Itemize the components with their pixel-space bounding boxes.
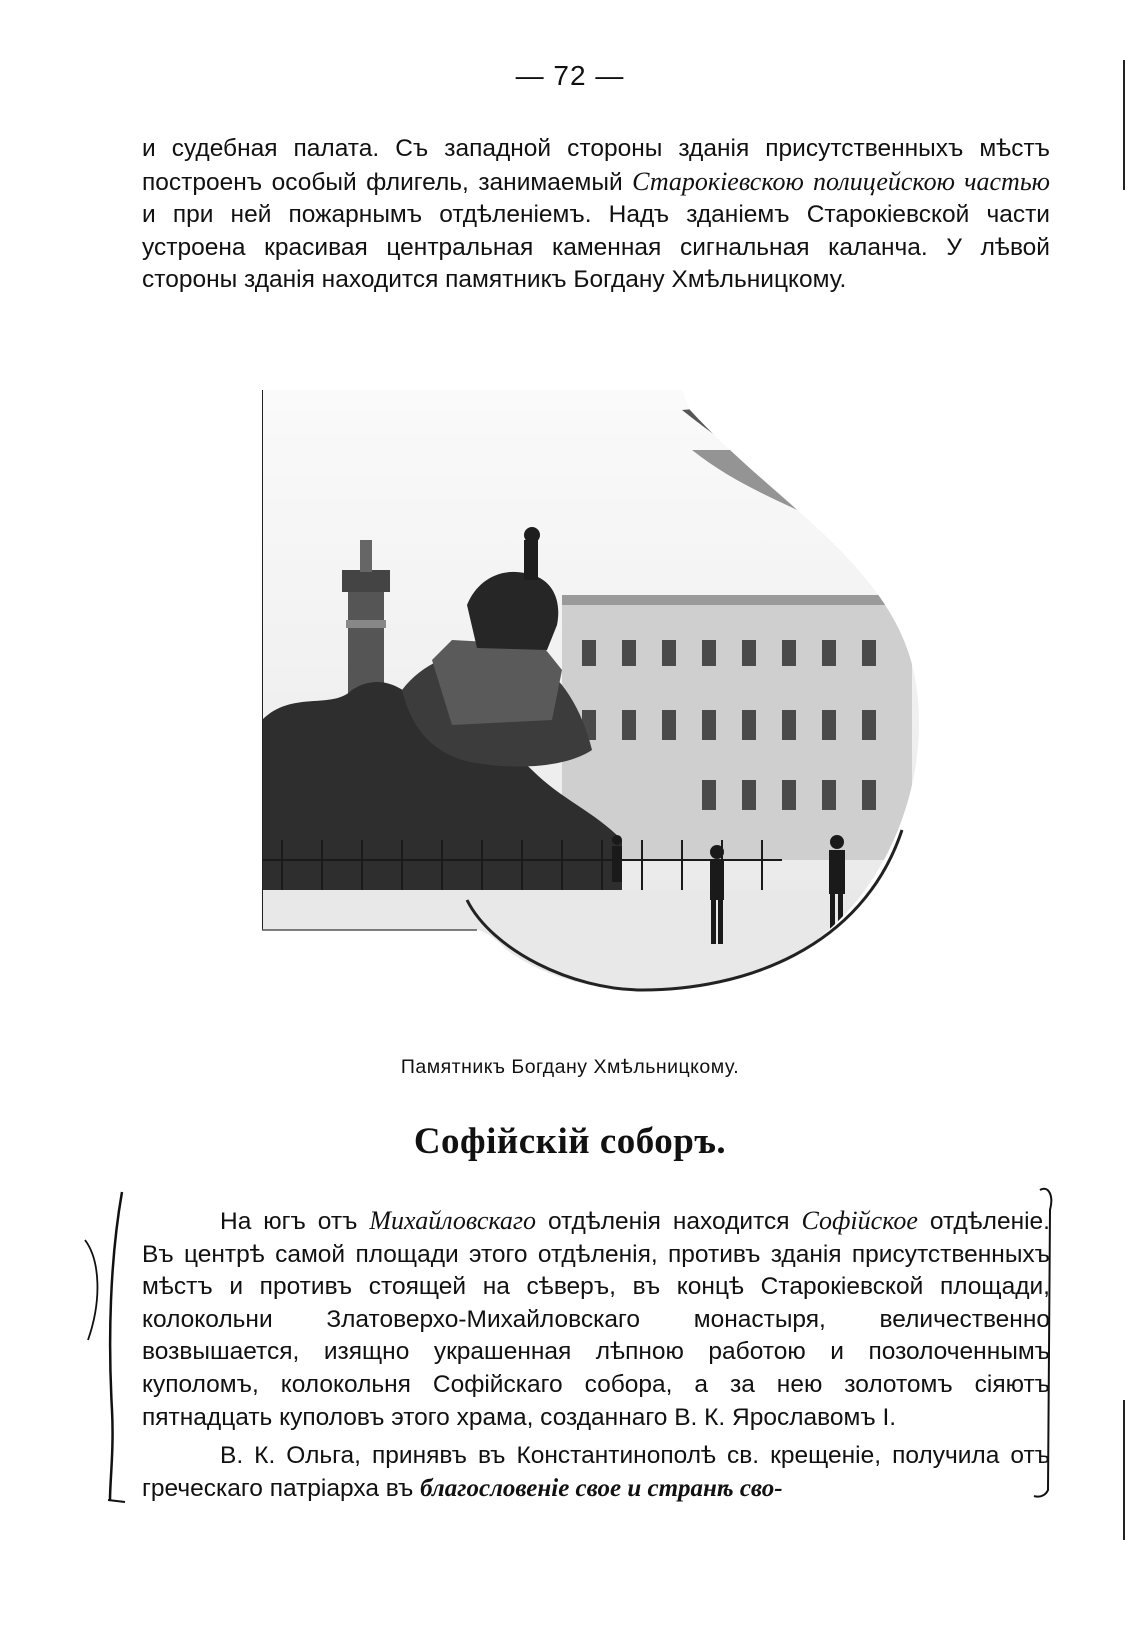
section-body — [142, 1205, 1050, 1505]
p1-italic-1: Михайловскаго — [369, 1206, 537, 1235]
paragraph-1 — [142, 1205, 1050, 1434]
p1-italic-2: Софійское — [801, 1206, 918, 1235]
intro-text-2: и при ней пожарнымъ отдѣленіемъ. Надъ зданіемъ Старокіевской части устроена красивая центральная каменная сигнальная каланча. У лѣвой стороны зданія находится памятникъ Богдану Хмѣльницкому. — [142, 201, 1050, 294]
intro-text-1: и судебная палата. Съ западной стороны зданія присутственныхъ мѣстъ построенъ особый флигель, занимаемый — [142, 135, 1050, 196]
page-edge-line — [1118, 20, 1134, 1580]
p2-text-1: В. К. Ольга, принявъ въ Константинополѣ св. крещеніе, получила отъ греческаго патріарха въ — [142, 1442, 1050, 1502]
monument-photo-illustration — [262, 390, 942, 1030]
figure-caption: Памятникъ Богдану Хмѣльницкому. — [400, 1056, 740, 1078]
page-number: — 72 — — [515, 60, 625, 91]
margin-bracket-left — [80, 1180, 140, 1510]
p1-text-3: отдѣленіе. Въ центрѣ самой площади этого отдѣленія, противъ зданія присутственныхъ мѣстъ и противъ стоящей на сѣверъ, въ концѣ Старокіевской площади, колокольни Златоверхо-Михайловскаго монастыря, величественно возвышается, изящно украшенная лѣпною работою и позолоченнымъ куполомъ, колокольня Софійскаго собора, а за нею золотомъ сіяютъ пятнадцать куполовъ этого храма, созданнаго В. К. Ярославомъ I. — [142, 1208, 1050, 1431]
p1-text-1: На югъ отъ — [220, 1208, 370, 1235]
intro-italic-1: Старокіевскою полицейскою частью — [632, 166, 1050, 196]
intro-paragraph — [142, 133, 1050, 297]
monument-photograph — [262, 390, 942, 1030]
p1-text-2: отдѣленія находится — [536, 1208, 802, 1235]
p2-italic-1: благословеніе свое и странѣ сво- — [420, 1474, 783, 1502]
paragraph-2 — [142, 1440, 1050, 1505]
section-title: Софійскій соборъ. — [413, 1121, 727, 1162]
